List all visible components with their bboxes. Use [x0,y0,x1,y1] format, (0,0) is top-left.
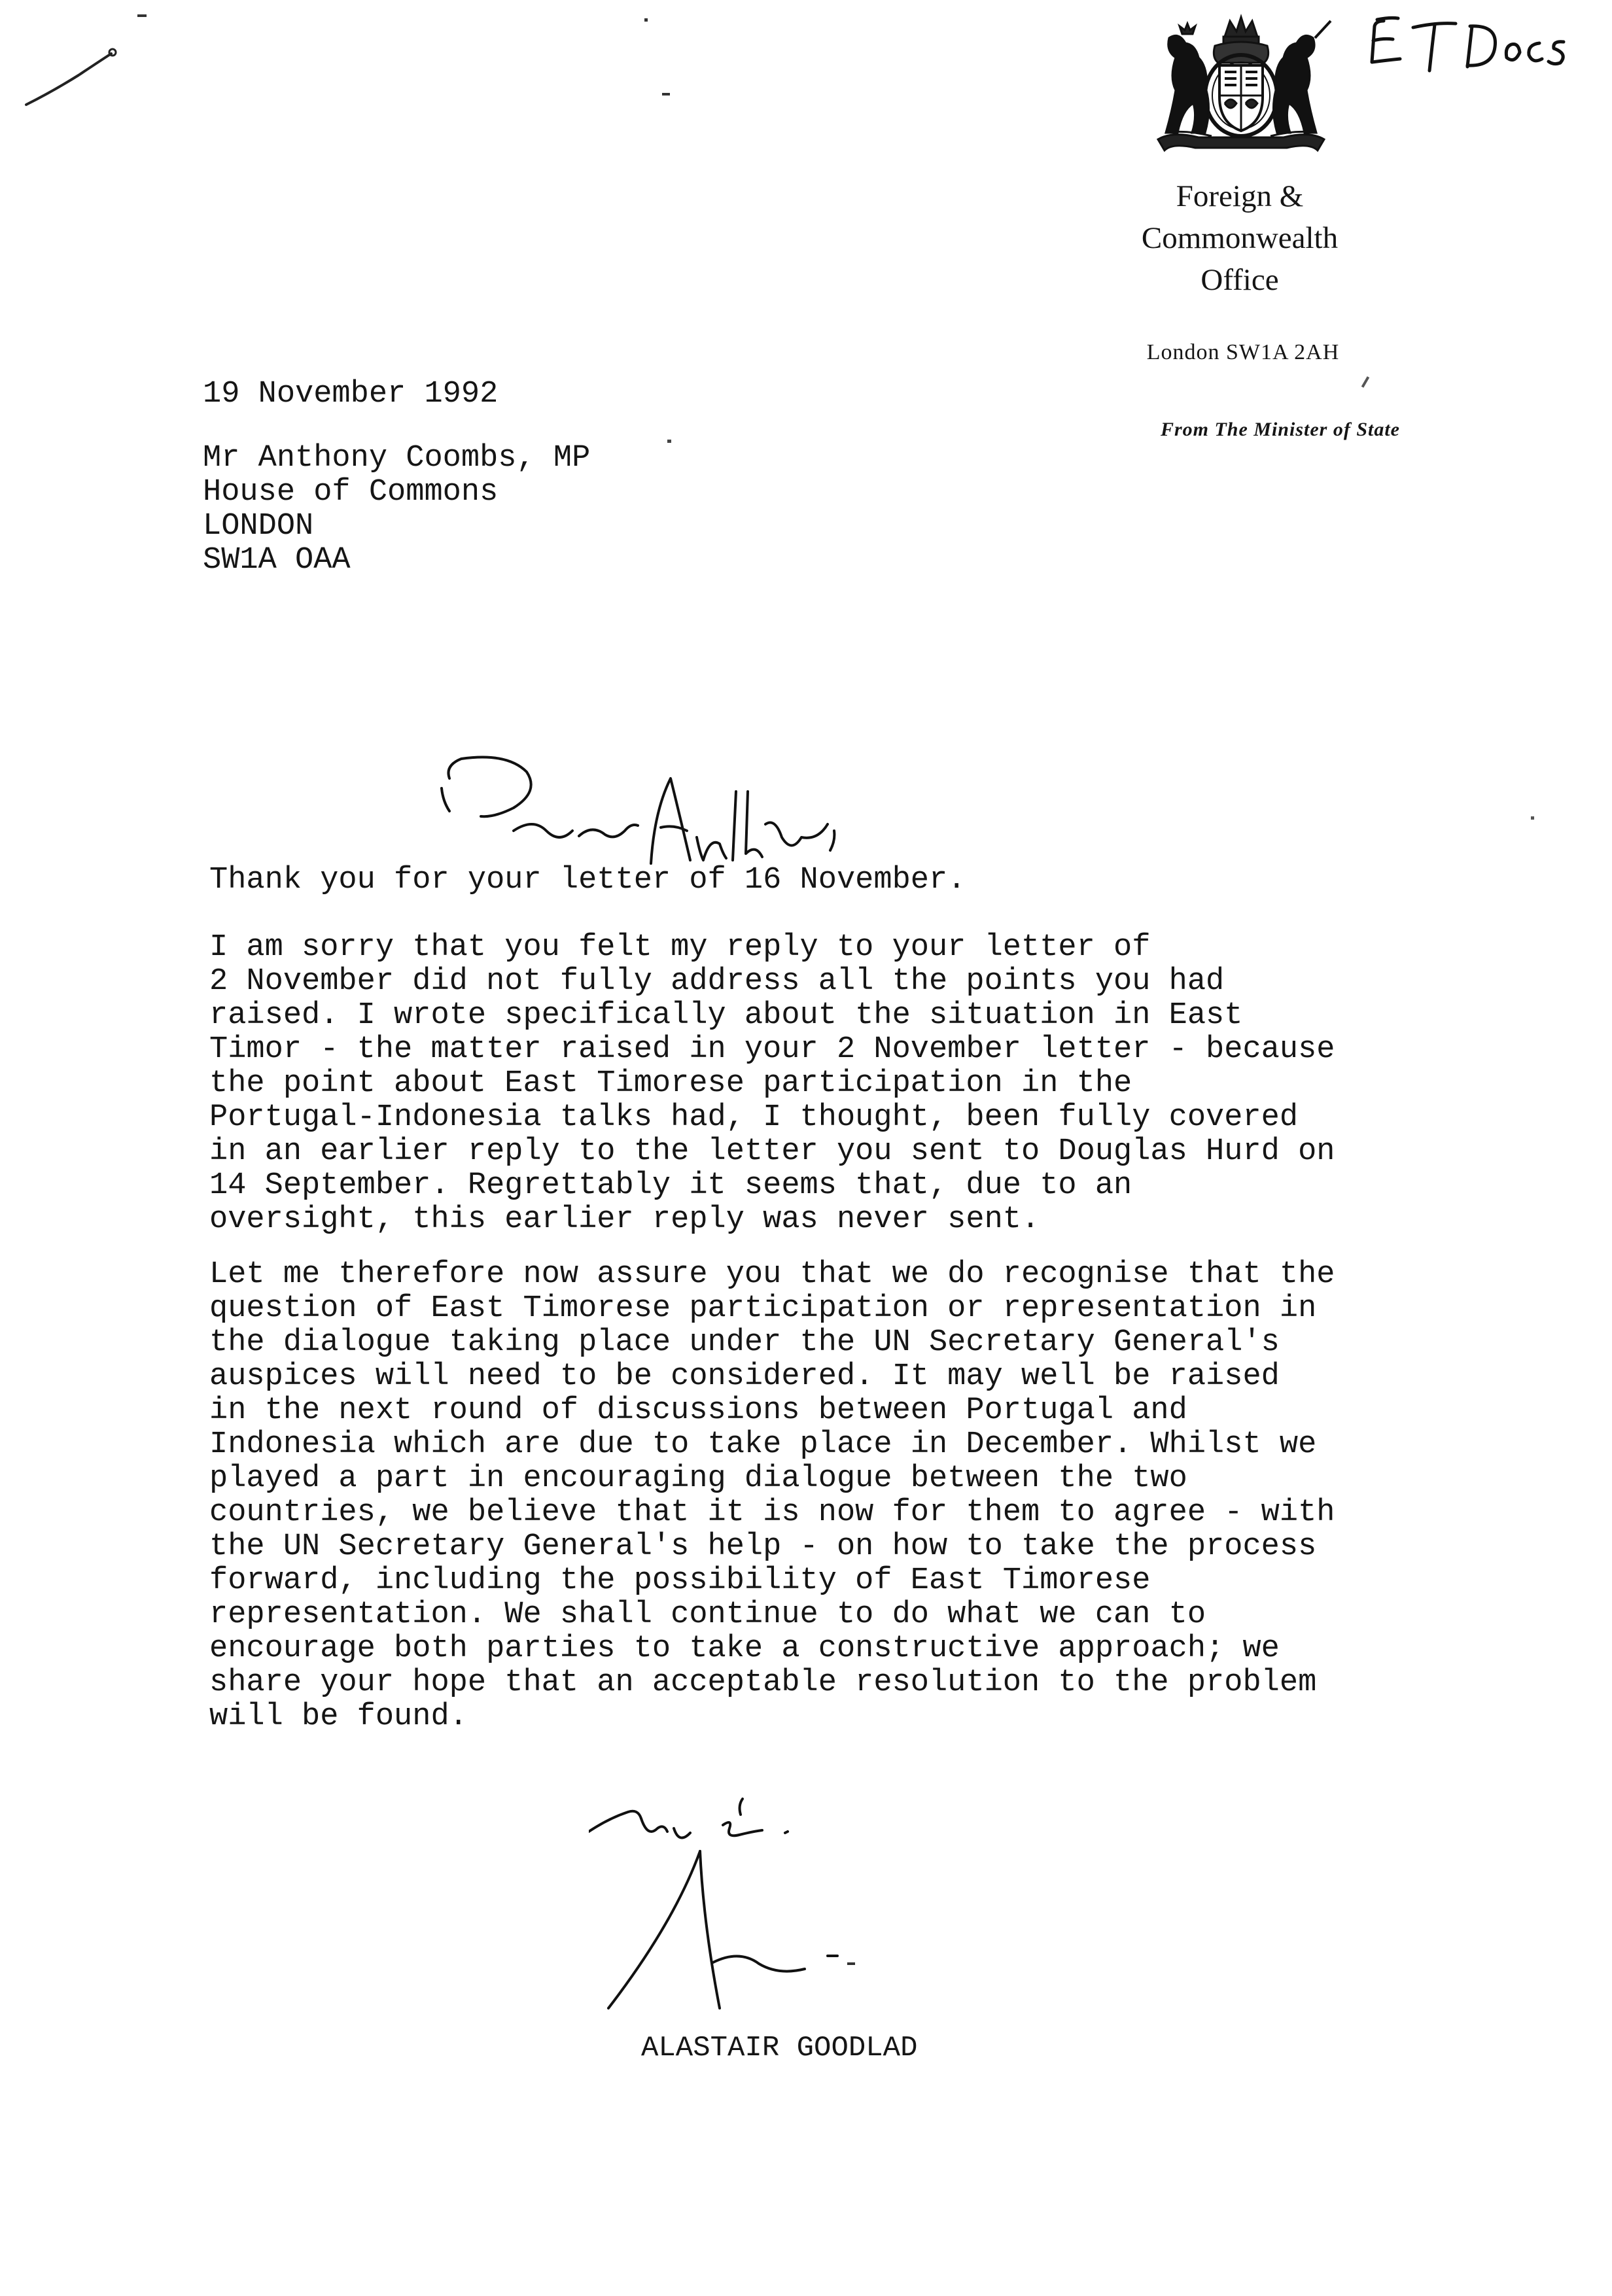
paragraph-line: in an earlier reply to the letter you sent to Douglas Hurd on [209,1134,1335,1169]
paragraph-line: Timor - the matter raised in your 2 November letter - because [209,1032,1335,1067]
royal-coat-of-arms-icon [1146,12,1336,159]
paragraph-line: raised. I wrote specifically about the situation in East [209,998,1243,1033]
speck [644,18,648,22]
paragraph [209,1258,1505,1734]
paragraph [209,931,1505,1237]
paragraph-line: Thank you for your letter of 16 November. [209,863,966,897]
paragraph-line: question of East Timorese participation or representation in [209,1291,1317,1326]
department-name [1086,175,1393,301]
handwritten-salutation [435,739,841,877]
paragraph-line: the dialogue taking place under the UN Secretary General's [209,1325,1280,1360]
paragraph-line: share your hope that an acceptable resolution to the problem [209,1665,1317,1700]
paragraph-line: the UN Secretary General's help - on how to take the process [209,1529,1317,1564]
paragraph-line: 2 November did not fully address all the points you had [209,964,1225,999]
paragraph-line: Indonesia which are due to take place in December. Whilst we [209,1427,1317,1462]
department-line: Office [1200,263,1279,297]
department-line: Foreign & [1176,179,1304,213]
paragraph-line: representation. We shall continue to do what we can to [209,1597,1206,1632]
paragraph-line: in the next round of discussions between Portugal and [209,1393,1187,1428]
paragraph-line: countries, we believe that it is now for them to agree - with [209,1495,1335,1530]
paragraph-line: I am sorry that you felt my reply to your letter of [209,930,1151,965]
from-line: From The Minister of State [1160,419,1400,440]
paragraph-line: Let me therefore now assure you that we do recognise that the [209,1257,1335,1292]
paragraph-line: oversight, this earlier reply was never sent. [209,1202,1040,1237]
speck [137,14,147,17]
speck [667,440,671,443]
paragraph-line: auspices will need to be considered. It may well be raised [209,1359,1280,1394]
recipient-line: House of Commons [203,475,499,510]
paragraph-line: will be found. [209,1699,468,1734]
letter-date: 19 November 1992 [203,377,499,411]
signatory-name: ALASTAIR GOODLAD [641,2032,918,2064]
paragraph [209,863,1505,897]
paragraph-line: Portugal-Indonesia talks had, I thought, been fully covered [209,1100,1299,1135]
speck [662,93,670,96]
recipient-line: SW1A OAA [203,543,351,578]
recipient-address [203,442,590,578]
recipient-line: Mr Anthony Coombs, MP [203,441,591,476]
paragraph-line: played a part in encouraging dialogue between the two [209,1461,1187,1496]
department-line: Commonwealth [1141,221,1339,255]
department-address: London SW1A 2AH [1146,340,1340,364]
handwritten-tag [1364,7,1580,75]
speck [1531,816,1534,820]
paragraph-line: 14 September. Regrettably it seems that, due to an [209,1168,1132,1203]
paragraph-line: encourage both parties to take a constructive approach; we [209,1631,1280,1666]
pen-stroke-mark [20,39,118,118]
recipient-line: LONDON [203,509,314,544]
paragraph-line: forward, including the possibility of East Timorese [209,1563,1151,1598]
speck [1361,376,1369,388]
paragraph-line: the point about East Timorese participation in the [209,1066,1132,1101]
handwritten-signature [589,1792,877,2028]
